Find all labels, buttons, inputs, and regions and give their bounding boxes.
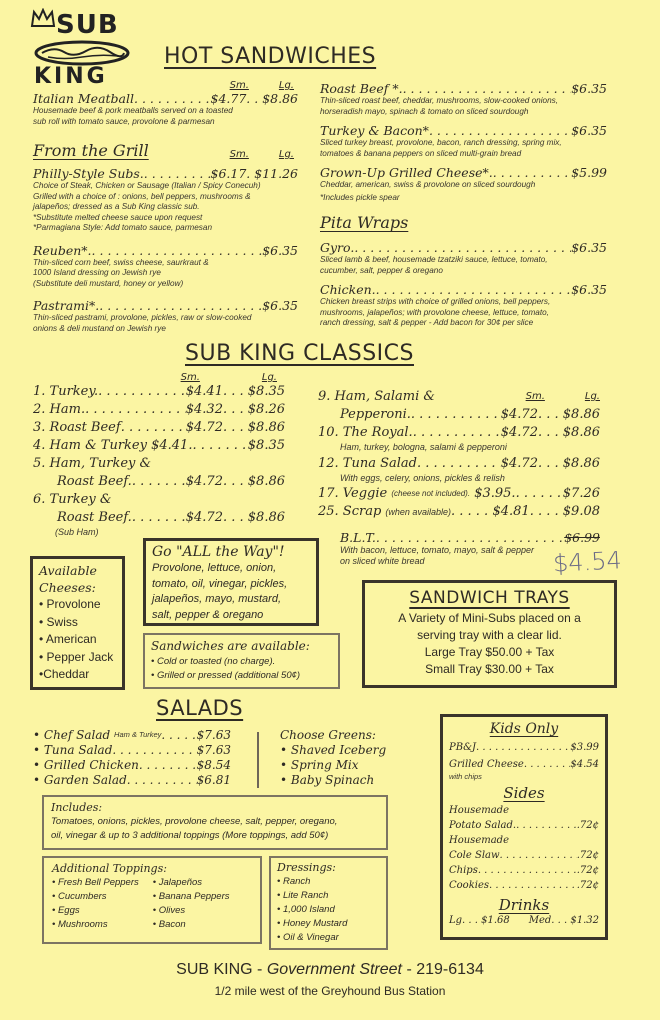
logo-bottom: KING [34, 64, 108, 89]
salad-item-grilled-chicken: • Grilled Chicken . . . $8.54 [33, 758, 231, 773]
classic-item-10: 10. The Royal. . . . $4.72. . . $8.86 [318, 424, 600, 442]
classic-item-1: 1. Turkey. . . . $4.41. . . $8.35 [33, 383, 285, 401]
side-item-chips: Chips . . . .72¢ [449, 863, 599, 878]
classic-item-9: 9. Ham, Salami & Sm. Lg. [318, 389, 600, 404]
menu-item-italian-meatball: Italian Meatball . . . $4.77. . $8.86 [33, 91, 298, 106]
classic-item-5: 5. Ham, Turkey & [33, 456, 152, 471]
pita-wraps-title: Pita Wraps [320, 213, 409, 232]
available-cheeses-box: Available Cheeses: • Provolone • Swiss • American • Pepper Jack •Cheddar [30, 556, 125, 690]
salads-title: SALADS [156, 696, 244, 720]
menu-item-chicken-pita: Chicken. . . . $6.35 [320, 282, 607, 297]
menu-item-philly: Philly-Style Subs. . . . $6.17. $11.26 [33, 166, 298, 181]
classic-item-17: 17. Veggie (cheese not included). $3.95. . . . $7.26 [318, 485, 600, 503]
salad-includes-box: Includes: Tomatoes, onions, pickles, provolone cheese, salt, pepper, oregano, oil, vinegar & up to 3 additional toppings (More toppings, add 50¢) [42, 795, 388, 850]
salad-item-garden: • Garden Salad . . . $6.81 [33, 773, 231, 788]
classic-item-2: 2. Ham. . . . $4.32. . . $8.26 [33, 401, 285, 419]
classic-item-25: 25. Scrap (when available) . . . $4.81. . . . $9.08 [318, 503, 600, 521]
drinks-prices: Lg. . . $1.68 Med. . . $1.32 [449, 915, 599, 926]
classic-item-3: 3. Roast Beef . . . $4.72. . . $8.86 [33, 419, 285, 437]
handwritten-blt-price: $4.54 [552, 546, 623, 578]
classics-left: Sm. Lg. 1. Turkey. . . . $4.41. . . $8.35 2. Ham. . . . $4.32. . . $8.26 3. Roast Beef . . . $4.72. . . $8.86 4. Ham & Turkey $4.41. . . . $8.35 5. Ham, Turkey & Roast Beef. . . . $4.72. . . $8.86 6. Turkey & Roast Beef. . . . $4.72. . . $8.86 (Sub Ham) [33, 372, 285, 538]
footer-directions: 1/2 mile west of the Greyhound Bus Station [214, 984, 446, 998]
classic-item-6: 6. Turkey & [33, 492, 112, 507]
menu-item-pastrami: Pastrami*. . . . $6.35 [33, 298, 298, 313]
kids-sides-drinks-box: Kids Only PB&J . . . $3.99 Grilled Cheese . . . $4.54 with chips Sides Housemade Potato Salad. . . . .72¢ Housemade Cole Slaw . . . .72¢ Chips . . . .72¢ Cookies . . . .72¢ Drinks Lg. . . $1.68 Med. . . $1.32 [440, 714, 608, 940]
menu-item-reuben: Reuben*. . . . $6.35 [33, 243, 298, 258]
classic-item-4: 4. Ham & Turkey $4.41. . . . $8.35 [33, 437, 285, 455]
salad-item-chef: • Chef Salad Ham & Turkey . . . $7.63 [33, 728, 231, 743]
additional-toppings-box: Additional Toppings: • Fresh Bell Peppers • Cucumbers • Eggs • Mushrooms • Jalapeños • Banana Peppers • Olives • Bacon [42, 856, 262, 944]
pickle-note: *Includes pickle spear [320, 192, 400, 202]
footer-address: SUB KING - Government Street - 219-6134 [176, 961, 484, 978]
hot-sandwiches-left: Sm. Lg. Italian Meatball . . . $4.77. . $8.86 Housemade beef & pork meatballs served on a toasted sub roll with tomato sauce, provolone & parmesan From the Grill Sm. Lg. Philly-Style Subs. . . . $6.17. $11.26 Choice of Steak, Chicken or Sausage (Italian / Spicy Conecuh) Grilled with a choice of : onions, bell peppers, mushrooms & jalapeños; dressed as a Sub King classic sub. *Substitute melted cheese sauce upon request *Parmagiana Style: Add tomato sauce, parmesan Reuben*. . . . $6.35 Thin-sliced corn beef, swiss cheese, saurkraut & 1000 Island dressing on Jewish rye (Substitute deli mustard, honey or yellow) Pastrami*. . . . $6.35 Thin-sliced pastrami, provolone, pickles, raw or slow-cooked onions & deli mustand on Jewish rye [33, 80, 298, 334]
logo [30, 8, 132, 88]
salads-divider [257, 732, 259, 788]
classic-item-12: 12. Tuna Salad . . . $4.72. . . $8.86 [318, 455, 600, 473]
menu-item-gyro: Gyro. . . . $6.35 [320, 240, 607, 255]
sub-sandwich-icon [34, 40, 130, 66]
from-the-grill-title: From the Grill [33, 141, 149, 160]
classics-right: 9. Ham, Salami & Sm. Lg. Pepperoni. . . . $4.72. . . $8.86 10. The Royal. . . . $4.72. . . $8.86 Ham, turkey, bologna, salami & pepperoni 12. Tuna Salad . . . $4.72. . . $8.86 With eggs, celery, onions, pickles & relish 17. Veggie (cheese not included). $3.95. . . . $7.26 25. Scrap (when available) . . . $4.81. . . . $9.08 B.L.T. . . . $6.99 With bacon, lettuce, tomato, mayo, salt & pepper on sliced white bread [318, 388, 600, 566]
dressings-box: Dressings: • Ranch • Lite Ranch • 1,000 Island • Honey Mustard • Oil & Vinegar [269, 856, 388, 950]
choose-greens: Choose Greens: • Shaved Iceberg • Spring Mix • Baby Spinach [280, 728, 387, 787]
menu-item-blt: B.L.T. . . . $6.99 [318, 530, 600, 545]
side-item-cookies: Cookies . . . .72¢ [449, 878, 599, 893]
salads-list [33, 728, 231, 788]
sandwich-availability-box: Sandwiches are available: • Cold or toasted (no charge). • Grilled or pressed (additional 50¢) [143, 633, 340, 689]
sandwich-trays-box: SANDWICH TRAYS A Variety of Mini-Subs placed on a serving tray with a clear lid. Large Tray $50.00 + Tax Small Tray $30.00 + Tax [362, 580, 617, 688]
kids-item-grilled-cheese: Grilled Cheese . . . $4.54 [449, 758, 599, 772]
menu-item-roast-beef: Roast Beef *. . . . $6.35 [320, 81, 607, 96]
hot-sandwiches-title: HOT SANDWICHES [164, 44, 377, 69]
menu-item-turkey-bacon: Turkey & Bacon* . . . $6.35 [320, 123, 607, 138]
classics-title: SUB KING CLASSICS [185, 341, 414, 366]
menu-item-grilled-cheese: Grown-Up Grilled Cheese*. . . . $5.99 [320, 165, 607, 180]
hot-sandwiches-right: Roast Beef *. . . . $6.35 Thin-sliced roast beef, cheddar, mushrooms, slow-cooked onions, horseradish mayo, spinach & tomato on sliced sourdough Turkey & Bacon* . . . $6.35 Sliced turkey breast, provolone, bacon, ranch dressing, spring mix, tomatoes & banana peppers on sliced multi-grain bread Grown-Up Grilled Cheese*. . . . $5.99 Cheddar, american, swiss & provolone on sliced sourdough *Includes pickle spear Pita Wraps Gyro. . . . $6.35 Sliced lamb & beef, housemade tzatziki sauce, lettuce, tomato, cucumber, salt, pepper & oregano Chicken. . . . $6.35 Chicken breast strips with choice of grilled onions, bell peppers, mushrooms, jalapeños; with provolone cheese, lettuce, tomato, ranch dressing, salt & pepper - Add bacon for 30¢ per slice [320, 81, 607, 329]
side-item-potato-salad: Potato Salad. . . . .72¢ [449, 818, 599, 833]
crown-icon [30, 8, 56, 28]
logo-top: SUB [56, 10, 119, 40]
side-item-cole-slaw: Cole Slaw . . . .72¢ [449, 848, 599, 863]
all-the-way-box: Go "ALL the Way"! Provolone, lettuce, onion, tomato, oil, vinegar, pickles, jalapeños, mayo, mustard, salt, pepper & oregano [143, 538, 319, 626]
kids-item-pbj: PB&J . . . $3.99 [449, 741, 599, 755]
salad-item-tuna: • Tuna Salad . . . $7.63 [33, 743, 231, 758]
